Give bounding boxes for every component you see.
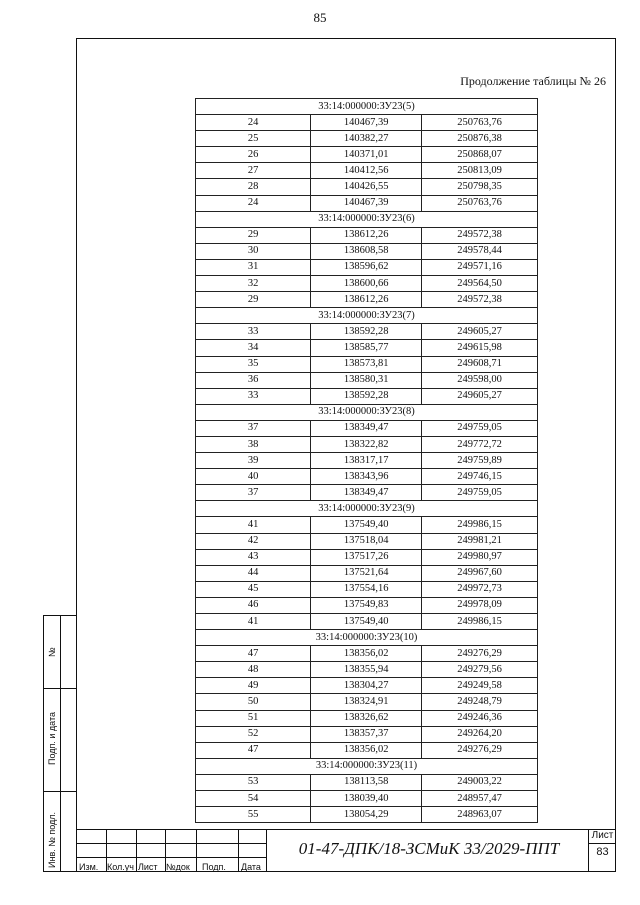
- number-label: №: [47, 647, 57, 657]
- table-row: [196, 420, 538, 436]
- y-coordinate-cell: 250798,35: [422, 179, 538, 195]
- x-coordinate-cell: 138592,28: [311, 388, 422, 404]
- y-coordinate-cell: 249571,16: [422, 259, 538, 275]
- x-coordinate-cell: 138612,26: [311, 227, 422, 243]
- point-number-cell: 29: [196, 292, 311, 308]
- y-coordinate-cell: 249759,05: [422, 485, 538, 501]
- x-coordinate-cell: 138580,31: [311, 372, 422, 388]
- y-coordinate-cell: 249759,89: [422, 453, 538, 469]
- x-coordinate-cell: 138585,77: [311, 340, 422, 356]
- point-number-cell: 54: [196, 791, 311, 807]
- table-row: [196, 517, 538, 533]
- y-coordinate-cell: 249772,72: [422, 436, 538, 452]
- table-row: [196, 662, 538, 678]
- x-coordinate-cell: 138324,91: [311, 694, 422, 710]
- x-coordinate-cell: 138317,17: [311, 453, 422, 469]
- point-number-cell: 51: [196, 710, 311, 726]
- table-row: [196, 678, 538, 694]
- table-row: [196, 742, 538, 758]
- table-row: [196, 115, 538, 131]
- y-coordinate-cell: 249608,71: [422, 356, 538, 372]
- x-coordinate-cell: 137549,40: [311, 517, 422, 533]
- y-coordinate-cell: 249605,27: [422, 388, 538, 404]
- table-row: [196, 147, 538, 163]
- point-number-cell: 53: [196, 774, 311, 790]
- table-row: [196, 292, 538, 308]
- y-coordinate-cell: 250763,76: [422, 115, 538, 131]
- y-coordinate-cell: 249572,38: [422, 292, 538, 308]
- col-label-signature: Подп.: [202, 862, 226, 872]
- point-number-cell: 36: [196, 372, 311, 388]
- table-row: [196, 163, 538, 179]
- table-row: [196, 791, 538, 807]
- point-number-cell: 46: [196, 597, 311, 613]
- x-coordinate-cell: 138612,26: [311, 292, 422, 308]
- point-number-cell: 47: [196, 646, 311, 662]
- table-row: [196, 469, 538, 485]
- table-group-header: [196, 308, 538, 324]
- x-coordinate-cell: 138349,47: [311, 420, 422, 436]
- y-coordinate-cell: 249564,50: [422, 276, 538, 292]
- x-coordinate-cell: 138304,27: [311, 678, 422, 694]
- y-coordinate-cell: 249981,21: [422, 533, 538, 549]
- y-coordinate-cell: 249967,60: [422, 565, 538, 581]
- y-coordinate-cell: 249615,98: [422, 340, 538, 356]
- table-row: [196, 581, 538, 597]
- point-number-cell: 34: [196, 340, 311, 356]
- col-label-change: Изм.: [79, 862, 99, 872]
- table-row: [196, 340, 538, 356]
- signature-date-label: Подп. и дата: [47, 711, 57, 765]
- point-number-cell: 45: [196, 581, 311, 597]
- table-row: [196, 646, 538, 662]
- x-coordinate-cell: 138573,81: [311, 356, 422, 372]
- table-row: [196, 276, 538, 292]
- point-number-cell: 30: [196, 243, 311, 259]
- group-name: 33:14:000000:ЗУ23(5): [196, 99, 538, 115]
- group-name: 33:14:000000:ЗУ23(8): [196, 404, 538, 420]
- x-coordinate-cell: 140412,56: [311, 163, 422, 179]
- y-coordinate-cell: 249978,09: [422, 597, 538, 613]
- x-coordinate-cell: 138039,40: [311, 791, 422, 807]
- x-coordinate-cell: 137549,40: [311, 614, 422, 630]
- x-coordinate-cell: 138608,58: [311, 243, 422, 259]
- table-row: [196, 131, 538, 147]
- document-code: 01-47-ДПК/18-ЗСМиК 33/2029-ППТ: [298, 839, 560, 858]
- point-number-cell: 35: [196, 356, 311, 372]
- table-row: [196, 597, 538, 613]
- table-row: [196, 774, 538, 790]
- col-label-date: Дата: [241, 862, 261, 872]
- point-number-cell: 32: [196, 276, 311, 292]
- table-group-header: [196, 404, 538, 420]
- point-number-cell: 27: [196, 163, 311, 179]
- point-number-cell: 55: [196, 807, 311, 823]
- y-coordinate-cell: 250868,07: [422, 147, 538, 163]
- table-row: [196, 227, 538, 243]
- point-number-cell: 49: [196, 678, 311, 694]
- point-number-cell: 42: [196, 533, 311, 549]
- group-name: 33:14:000000:ЗУ23(9): [196, 501, 538, 517]
- title-block: [76, 829, 616, 872]
- col-label-sheet: Лист: [138, 862, 158, 872]
- table-row: [196, 453, 538, 469]
- y-coordinate-cell: 249986,15: [422, 517, 538, 533]
- group-name: 33:14:000000:ЗУ23(7): [196, 308, 538, 324]
- y-coordinate-cell: 249276,29: [422, 742, 538, 758]
- x-coordinate-cell: 138322,82: [311, 436, 422, 452]
- point-number-cell: 33: [196, 388, 311, 404]
- y-coordinate-cell: 249972,73: [422, 581, 538, 597]
- group-name: 33:14:000000:ЗУ23(11): [196, 758, 538, 774]
- point-number-cell: 52: [196, 726, 311, 742]
- point-number-cell: 37: [196, 485, 311, 501]
- table-group-header: [196, 758, 538, 774]
- y-coordinate-cell: 250876,38: [422, 131, 538, 147]
- y-coordinate-cell: 249003,22: [422, 774, 538, 790]
- x-coordinate-cell: 140426,55: [311, 179, 422, 195]
- x-coordinate-cell: 138596,62: [311, 259, 422, 275]
- table-row: [196, 259, 538, 275]
- point-number-cell: 24: [196, 115, 311, 131]
- point-number-cell: 38: [196, 436, 311, 452]
- x-coordinate-cell: 137554,16: [311, 581, 422, 597]
- point-number-cell: 44: [196, 565, 311, 581]
- point-number-cell: 25: [196, 131, 311, 147]
- table-row: [196, 179, 538, 195]
- x-coordinate-cell: 138600,66: [311, 276, 422, 292]
- point-number-cell: 28: [196, 179, 311, 195]
- x-coordinate-cell: 137517,26: [311, 549, 422, 565]
- point-number-cell: 37: [196, 420, 311, 436]
- point-number-cell: 31: [196, 259, 311, 275]
- point-number-cell: 29: [196, 227, 311, 243]
- point-number-cell: 43: [196, 549, 311, 565]
- x-coordinate-cell: 140371,01: [311, 147, 422, 163]
- y-coordinate-cell: 249249,58: [422, 678, 538, 694]
- table-row: [196, 614, 538, 630]
- x-coordinate-cell: 138054,29: [311, 807, 422, 823]
- point-number-cell: 50: [196, 694, 311, 710]
- x-coordinate-cell: 137521,64: [311, 565, 422, 581]
- inventory-number-label: Инв. № подл.: [47, 811, 57, 868]
- point-number-cell: 40: [196, 469, 311, 485]
- x-coordinate-cell: 138355,94: [311, 662, 422, 678]
- table-row: [196, 710, 538, 726]
- sheet-number: 83: [596, 846, 609, 858]
- x-coordinate-cell: 138349,47: [311, 485, 422, 501]
- table-row: [196, 726, 538, 742]
- x-coordinate-cell: 140467,39: [311, 115, 422, 131]
- table-row: [196, 565, 538, 581]
- point-number-cell: 33: [196, 324, 311, 340]
- point-number-cell: 41: [196, 614, 311, 630]
- table-group-header: [196, 630, 538, 646]
- table-row: [196, 549, 538, 565]
- y-coordinate-cell: 249248,79: [422, 694, 538, 710]
- y-coordinate-cell: 248963,07: [422, 807, 538, 823]
- group-name: 33:14:000000:ЗУ23(10): [196, 630, 538, 646]
- y-coordinate-cell: 249986,15: [422, 614, 538, 630]
- group-name: 33:14:000000:ЗУ23(6): [196, 211, 538, 227]
- y-coordinate-cell: 249246,36: [422, 710, 538, 726]
- table-group-header: [196, 211, 538, 227]
- point-number-cell: 48: [196, 662, 311, 678]
- y-coordinate-cell: 249980,97: [422, 549, 538, 565]
- table-row: [196, 807, 538, 823]
- y-coordinate-cell: 250813,09: [422, 163, 538, 179]
- x-coordinate-cell: 137518,04: [311, 533, 422, 549]
- table-row: [196, 388, 538, 404]
- x-coordinate-cell: 138356,02: [311, 742, 422, 758]
- col-label-qty: Кол.уч: [107, 862, 134, 872]
- point-number-cell: 39: [196, 453, 311, 469]
- x-coordinate-cell: 138113,58: [311, 774, 422, 790]
- y-coordinate-cell: 248957,47: [422, 791, 538, 807]
- x-coordinate-cell: 137549,83: [311, 597, 422, 613]
- table-continuation-caption: Продолжение таблицы № 26: [460, 74, 606, 88]
- table-group-header: [196, 501, 538, 517]
- table-group-header: [196, 99, 538, 115]
- table-row: [196, 324, 538, 340]
- x-coordinate-cell: 138356,02: [311, 646, 422, 662]
- x-coordinate-cell: 138357,37: [311, 726, 422, 742]
- table-row: [196, 436, 538, 452]
- y-coordinate-cell: 249746,15: [422, 469, 538, 485]
- y-coordinate-cell: 249598,00: [422, 372, 538, 388]
- x-coordinate-cell: 140467,39: [311, 195, 422, 211]
- col-label-docnum: №док: [166, 862, 190, 872]
- coordinates-table: [195, 98, 538, 823]
- y-coordinate-cell: 249572,38: [422, 227, 538, 243]
- table-row: [196, 485, 538, 501]
- point-number-cell: 24: [196, 195, 311, 211]
- x-coordinate-cell: 138592,28: [311, 324, 422, 340]
- y-coordinate-cell: 249578,44: [422, 243, 538, 259]
- sheet-label: Лист: [591, 830, 614, 841]
- x-coordinate-cell: 138343,96: [311, 469, 422, 485]
- table-row: [196, 195, 538, 211]
- table-row: [196, 356, 538, 372]
- y-coordinate-cell: 249276,29: [422, 646, 538, 662]
- y-coordinate-cell: 249759,05: [422, 420, 538, 436]
- table-row: [196, 533, 538, 549]
- y-coordinate-cell: 250763,76: [422, 195, 538, 211]
- table-row: [196, 372, 538, 388]
- x-coordinate-cell: 140382,27: [311, 131, 422, 147]
- table-row: [196, 243, 538, 259]
- table-row: [196, 694, 538, 710]
- y-coordinate-cell: 249264,20: [422, 726, 538, 742]
- y-coordinate-cell: 249279,56: [422, 662, 538, 678]
- page-number: 85: [313, 10, 327, 25]
- point-number-cell: 41: [196, 517, 311, 533]
- point-number-cell: 26: [196, 147, 311, 163]
- x-coordinate-cell: 138326,62: [311, 710, 422, 726]
- point-number-cell: 47: [196, 742, 311, 758]
- y-coordinate-cell: 249605,27: [422, 324, 538, 340]
